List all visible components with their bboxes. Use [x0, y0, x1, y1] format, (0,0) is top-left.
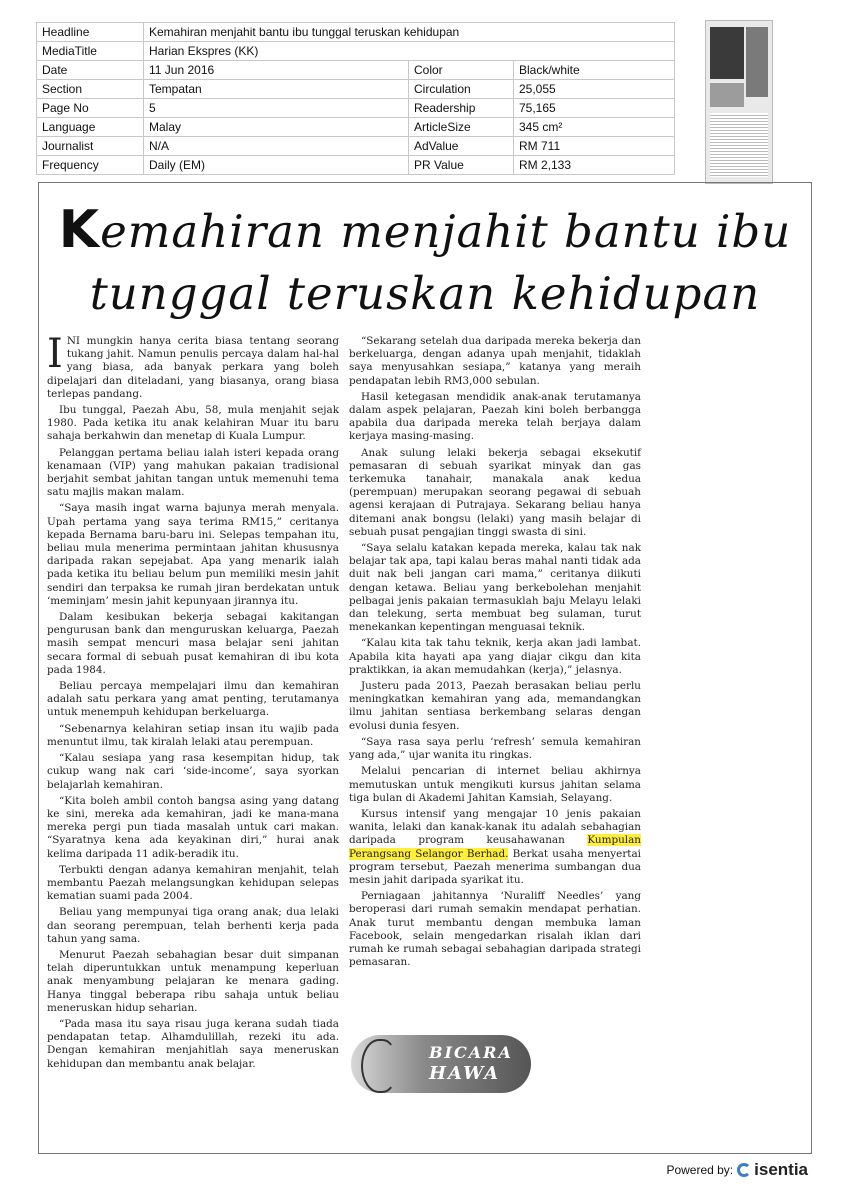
meta-row-mediatitle [37, 42, 675, 61]
article-headline [39, 199, 811, 325]
paragraph [349, 808, 641, 887]
thumbnail-block [710, 27, 744, 79]
meta-value-circulation: 25,055 [514, 80, 675, 99]
paragraph: “Saya masih ingat warna bajunya merah menyala. Upah pertama yang saya terima RM15,” ceritanya kepada Bernama baru-baru ini. Selepas tempahan itu, beliau mula menerima permintaan jahitan khususnya daripada rakan sepejabat. Apa yang menarik ialah pada ketika itu beliau belum pun memiliki mesin jahit sendiri dan terpaksa ke rumah jiran berdekatan untuk ‘meminjam’ mesin jahit kepunyaan jirannya itu. [47, 502, 339, 607]
headline-rest: emahiran menjahit bantu ibu tunggal teruskan kehidupan [89, 205, 792, 320]
paragraph: Justeru pada 2013, Paezah berasakan beliau perlu meningkatkan kemahiran yang ada, memandangkan ilmu jahitan sentiasa berkembang selaras dengan evolusi dunia fesyen. [349, 680, 641, 732]
logo-text-line-1: BICARA [429, 1043, 513, 1062]
paragraph: “Kalau kita tak tahu teknik, kerja akan jadi lambat. Apabila kita hayati apa yang diajar cikgu dan kita praktikkan, ia akan memudahkan (kerja),” jelasnya. [349, 637, 641, 676]
meta-value-mediatitle: Harian Ekspres (KK) [144, 42, 675, 61]
paragraph: Beliau percaya mempelajari ilmu dan kemahiran adalah satu perkara yang amat penting, terutamanya untuk menempuh kehidupan berkeluarga. [47, 680, 339, 719]
meta-label-readership: Readership [409, 99, 514, 118]
paragraph-text: NI mungkin hanya cerita biasa tentang seorang tukang jahit. Namun penulis percaya dalam hal-hal yang biasa, ada banyak perkara yang boleh dipelajari dan diteladani, yang biasanya, orang biasa terlepas pandang. [47, 335, 339, 400]
meta-value-pageno: 5 [144, 99, 409, 118]
meta-label-language: Language [37, 118, 144, 137]
meta-value-articlesize: 345 cm² [514, 118, 675, 137]
meta-label-frequency: Frequency [37, 156, 144, 175]
paragraph: “Pada masa itu saya risau juga kerana sudah tiada pendapatan tetap. Alhamdulillah, rezeki itu ada. Dengan kemahiran menjahitlah saya meneruskan kehidupan dan membantu anak belajar. [47, 1017, 339, 1070]
meta-value-journalist: N/A [144, 137, 409, 156]
meta-label-advalue: AdValue [409, 137, 514, 156]
meta-value-frequency: Daily (EM) [144, 156, 409, 175]
paragraph: Perniagaan jahitannya ‘Nuraliff Needles’ yang beroperasi dari rumah semakin mendapat perhatian. Anak turut membantu dengan membuka laman Facebook, selain mengedarkan risalah iklan dari rumah ke rumah sebagai sebahagian daripada strategi pemasaran. [349, 890, 641, 969]
thumbnail-block [710, 83, 744, 107]
isentia-icon [737, 1163, 751, 1177]
paragraph: “Saya selalu katakan kepada mereka, kalau tak nak belajar tak apa, tapi kalau beras mahal nanti tidak ada duit nak beli jangan cari mama,” ceritanya diikuti dengan ketawa. Beliau yang berkebolehan menjahit pelbagai jenis pakaian termasuklah baju Melayu lelaki dan telekung, serta membuat beg sulaman, turut menekankan kepentingan menguasai teknik. [349, 542, 641, 634]
paragraph: Anak sulung lelaki bekerja sebagai eksekutif pemasaran di sebuah syarikat minyak dan gas terkemuka tanahair, manakala anak kedua (perempuan) merupakan seorang pegawai di sebuah agensi kerajaan di Putrajaya. Sekarang beliau hanya ditemani anak bongsu (lelaki) yang masih belajar di sebuah pusat pengajian tinggi swasta di sini. [349, 446, 641, 538]
meta-label-headline: Headline [37, 23, 144, 42]
meta-row-headline [37, 23, 675, 42]
meta-label-prvalue: PR Value [409, 156, 514, 175]
metadata-table [36, 22, 675, 175]
powered-by-label: Powered by: [666, 1163, 734, 1177]
meta-row-frequency [37, 156, 675, 175]
logo-text-line-2: HAWA [429, 1063, 501, 1084]
paragraph-text: Berkat usaha menyertai program tersebut, Paezah menerima sumbangan dua mesin jahit daripada syarikat itu. [349, 847, 641, 886]
paragraph: “Sebenarnya kelahiran setiap insan itu wajib pada menuntut ilmu, tak kiralah lelaki atau perempuan. [47, 722, 339, 748]
paragraph: “Kita boleh ambil contoh bangsa asing yang datang ke sini, mereka ada kemahiran, jadi ke mana-mana mereka pergi pun tiada masalah untuk cari makan. “Syaratnya kena ada keyakinan diri,” hurai anak kelima daripada 11 adik-beradik itu. [47, 794, 339, 860]
article-clipping [38, 182, 812, 1154]
meta-value-section: Tempatan [144, 80, 409, 99]
paragraph: “Kalau sesiapa yang rasa kesempitan hidup, tak cukup wang nak cari ‘side-income’, saya syorkan belajarlah kemahiran. [47, 752, 339, 791]
paragraph: Terbukti dengan adanya kemahiran menjahit, telah membantu Paezah melangsungkan kehidupan selepas kematian suami pada 2004. [47, 863, 339, 903]
paragraph-text: Kursus intensif yang mengajar 10 jenis pakaian wanita, lelaki dan kanak-kanak itu adalah sebahagian daripada program keusahawanan [349, 807, 641, 847]
thumbnail-block [746, 27, 768, 97]
meta-row-journalist [37, 137, 675, 156]
meta-row-section [37, 80, 675, 99]
paragraph: Dalam kesibukan bekerja sebagai kakitangan pengurusan bank dan menguruskan keluarga, Paezah masih sempat mencuri masa belajar seni jahitan secara formal di sebuah pusat kemahiran di ibu kota pada 1984. [47, 611, 339, 676]
meta-row-pageno [37, 99, 675, 118]
meta-value-color: Black/white [514, 61, 675, 80]
thumbnail-text-lines [710, 113, 768, 177]
paragraph [47, 331, 339, 401]
meta-row-date [37, 61, 675, 80]
meta-label-color: Color [409, 61, 514, 80]
drop-cap: I [47, 331, 63, 377]
meta-value-prvalue: RM 2,133 [514, 156, 675, 175]
paragraph: Menurut Paezah sebahagian besar duit simpanan telah diperuntukkan untuk menampung keperluan anak menyambung pelajaran ke menara gading. Hanya tinggal beberapa ribu sahaja untuk beliau meneruskan hidup seharian. [47, 948, 339, 1014]
meta-label-pageno: Page No [37, 99, 144, 118]
paragraph: Ibu tunggal, Paezah Abu, 58, mula menjahit sejak 1980. Pada ketika itu anak kelahiran Muar itu baru sahaja berkahwin dan menetap di Kuala Lumpur. [47, 404, 339, 443]
bicara-hawa-logo [351, 1035, 531, 1093]
isentia-brand-text: isentia [754, 1160, 808, 1179]
meta-value-headline: Kemahiran menjahit bantu ibu tunggal teruskan kehidupan [144, 23, 675, 42]
meta-label-circulation: Circulation [409, 80, 514, 99]
page-thumbnail [705, 20, 773, 184]
meta-label-articlesize: ArticleSize [409, 118, 514, 137]
article-column-1 [47, 331, 339, 1074]
article-column-2 [349, 335, 641, 972]
paragraph: Pelanggan pertama beliau ialah isteri kepada orang kenamaan (VIP) yang mahukan pakaian tradisional berjahit sembat jahitan tangan untuk memenuhi tema satu majlis makan malam. [47, 446, 339, 499]
headline-initial: K [58, 200, 101, 260]
paragraph: “Saya rasa saya perlu ‘refresh’ semula kemahiran yang ada,” ujar wanita itu ringkas. [349, 735, 641, 762]
highlighted-company-name: Kumpulan Perangsang Selangor Berhad. [349, 834, 641, 860]
meta-label-date: Date [37, 61, 144, 80]
paragraph: Melalui pencarian di internet beliau akhirnya memutuskan untuk mengikuti kursus jahitan selama tiga bulan di Akademi Jahitan Kamsiah, Selayang. [349, 765, 641, 804]
woman-profile-icon [361, 1039, 397, 1093]
meta-label-journalist: Journalist [37, 137, 144, 156]
meta-label-mediatitle: MediaTitle [37, 42, 144, 61]
meta-value-readership: 75,165 [514, 99, 675, 118]
meta-value-advalue: RM 711 [514, 137, 675, 156]
meta-row-language [37, 118, 675, 137]
footer-powered-by [666, 1160, 808, 1180]
meta-value-date: 11 Jun 2016 [144, 61, 409, 80]
paragraph: Hasil ketegasan mendidik anak-anak terutamanya dalam aspek pelajaran, Paezah kini boleh berbangga apabila dua daripada mereka telah berjaya dalam kerjaya masing-masing. [349, 390, 641, 443]
paragraph: “Sekarang setelah dua daripada mereka bekerja dan berkeluarga, dengan adanya upah menjahit, tidaklah saya menyusahkan sesiapa,” katanya yang meraih pendapatan lebih RM3,000 sebulan. [349, 335, 641, 387]
meta-value-language: Malay [144, 118, 409, 137]
isentia-logo [737, 1160, 808, 1180]
paragraph: Beliau yang mempunyai tiga orang anak; dua lelaki dan seorang perempuan, telah berhenti kerja pada tahun yang sama. [47, 906, 339, 945]
meta-label-section: Section [37, 80, 144, 99]
